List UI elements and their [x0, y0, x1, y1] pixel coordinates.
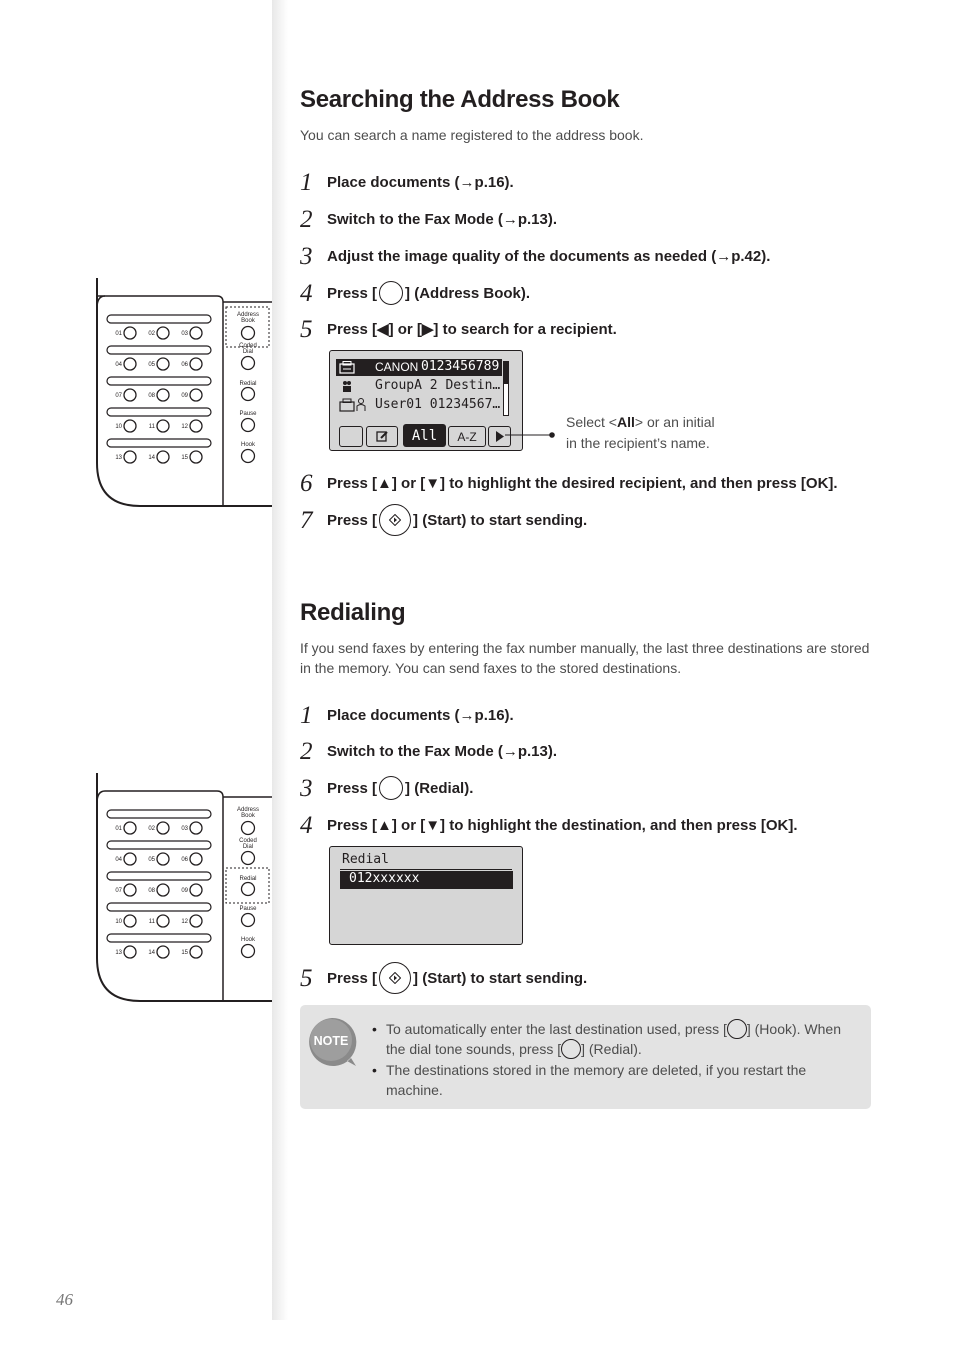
step-1 [300, 167, 514, 197]
label-strip [107, 872, 211, 880]
step-number: 7 [300, 506, 313, 534]
step-7 [300, 505, 587, 535]
right-triangle-icon [495, 431, 504, 442]
redial-button-icon [561, 1039, 581, 1059]
one-touch-key-label: 11 [148, 424, 155, 430]
one-touch-key [190, 884, 202, 896]
step-text: Press [ ] (Address Book). [327, 281, 530, 305]
step-number: 4 [300, 279, 313, 307]
one-touch-key-label: 04 [115, 362, 122, 368]
one-touch-key-label: 07 [115, 888, 122, 894]
step-text: Press [◀] or [▶] to search for a recipient. [327, 321, 617, 338]
step-4 [300, 278, 530, 308]
one-touch-key-label: 13 [115, 455, 122, 461]
address-label: Address [236, 312, 260, 318]
pause-label: Pause [239, 906, 257, 912]
one-touch-key [190, 822, 202, 834]
label-strip [107, 346, 211, 354]
address-label: Address [236, 807, 260, 813]
one-touch-key [190, 327, 202, 339]
step-text: Press [ ] (Start) to start sending. [327, 962, 587, 994]
fax-user-icon [339, 397, 367, 412]
one-touch-key-label: 08 [148, 888, 155, 894]
page-number: 46 [56, 1290, 73, 1309]
note-list [372, 1019, 852, 1101]
one-touch-key [157, 451, 169, 463]
dial-label: Dial [242, 349, 254, 355]
control-panel-illustration-address-book [95, 278, 275, 510]
label-strip [107, 377, 211, 385]
section-intro: If you send faxes by entering the fax number manually, the last three destinations are stored in the memory. You can send faxes to the stored destinations. [300, 640, 870, 676]
step-6 [300, 468, 838, 498]
step-number: 1 [300, 168, 313, 196]
one-touch-key [157, 915, 169, 927]
one-touch-key-label: 06 [181, 362, 188, 368]
control-panel-illustration-redial [95, 773, 275, 1005]
one-touch-key-label: 02 [148, 826, 155, 832]
step-5 [300, 963, 587, 993]
one-touch-key [124, 451, 136, 463]
callout-line [505, 430, 565, 440]
one-touch-key [190, 451, 202, 463]
step-1 [300, 700, 514, 730]
step-number: 6 [300, 469, 313, 497]
note-item: • To automatically enter the last destination used, press [ ] (Hook). When the dial tone sounds, press [ ] (Redial). [372, 1019, 852, 1059]
hook-label: Hook [240, 442, 256, 448]
tab-all[interactable]: All [403, 424, 446, 447]
one-touch-key [124, 389, 136, 401]
start-button-icon [379, 504, 411, 536]
lcd-row-1-number: 0123456789 [421, 359, 500, 374]
one-touch-key [124, 358, 136, 370]
lcd-address-book-screen [329, 350, 523, 451]
step-number: 1 [300, 701, 313, 729]
step-text: Place documents (→p.16). [327, 706, 514, 724]
label-strip [107, 810, 211, 818]
label-strip [107, 315, 211, 323]
book-label: Book [241, 318, 255, 324]
one-touch-key-label: 05 [148, 362, 155, 368]
step-number: 3 [300, 774, 313, 802]
one-touch-key [157, 389, 169, 401]
lcd-redial-screen [329, 846, 523, 945]
one-touch-key [124, 327, 136, 339]
step-2 [300, 204, 557, 234]
one-touch-key [124, 822, 136, 834]
one-touch-key-label: 14 [148, 950, 155, 956]
step-number: 2 [300, 737, 313, 765]
one-touch-key-label: 12 [181, 919, 188, 925]
redial-label: Redial [239, 381, 257, 387]
hook-label: Hook [240, 937, 256, 943]
lcd-redial-item-selected[interactable] [340, 871, 513, 889]
hook-key [242, 945, 255, 958]
redial-label: Redial [239, 876, 257, 882]
group-icon [341, 380, 353, 393]
one-touch-key [190, 420, 202, 432]
step-text: Press [ ] (Redial). [327, 776, 473, 800]
page-gutter-shadow [272, 0, 288, 1320]
section-title-redialing: Redialing [300, 599, 406, 626]
step-5 [300, 314, 617, 344]
one-touch-key-label: 09 [181, 393, 188, 399]
one-touch-key-label: 14 [148, 455, 155, 461]
one-touch-key [157, 822, 169, 834]
step-2 [300, 736, 557, 766]
one-touch-key-label: 01 [115, 826, 122, 832]
one-touch-key-label: 03 [181, 826, 188, 832]
step-text: Press [▲] or [▼] to highlight the desired recipient, and then press [OK]. [327, 474, 838, 492]
note-badge-label: NOTE [313, 1034, 349, 1048]
dial-label: Dial [242, 844, 254, 850]
lcd-row-2: GroupA 2 Destin… [375, 378, 501, 393]
one-touch-key-label: 10 [115, 919, 122, 925]
pause-label: Pause [239, 411, 257, 417]
step-number: 3 [300, 242, 313, 270]
step-text: Adjust the image quality of the documents as needed (→p.42). [327, 247, 771, 265]
callout-text: Select <All> or an initial in the recipient’s name. [566, 414, 715, 451]
note-badge-icon [306, 1016, 358, 1068]
one-touch-key-label: 15 [181, 950, 188, 956]
one-touch-key-label: 13 [115, 950, 122, 956]
redial-key [242, 883, 255, 896]
one-touch-key-label: 05 [148, 857, 155, 863]
one-touch-key [157, 946, 169, 958]
one-touch-key [157, 420, 169, 432]
step-number: 4 [300, 811, 313, 839]
step-text: Place documents (→p.16). [327, 173, 514, 191]
step-text: Press [▲] or [▼] to highlight the destination, and then press [OK]. [327, 816, 798, 834]
one-touch-key [157, 358, 169, 370]
one-touch-key-label: 06 [181, 857, 188, 863]
pause-key [242, 419, 255, 432]
one-touch-key-label: 10 [115, 424, 122, 430]
step-3 [300, 773, 473, 803]
coded-dial-key [242, 357, 255, 370]
step-number: 2 [300, 205, 313, 233]
one-touch-key-label: 11 [148, 919, 155, 925]
one-touch-key-label: 03 [181, 331, 188, 337]
step-3 [300, 241, 770, 271]
fax-icon [339, 361, 355, 374]
label-strip [107, 903, 211, 911]
label-strip [107, 934, 211, 942]
redial-key [242, 388, 255, 401]
one-touch-key [157, 853, 169, 865]
step-number: 5 [300, 315, 313, 343]
step-4 [300, 810, 798, 840]
one-touch-key-label: 15 [181, 455, 188, 461]
note-box [300, 1005, 871, 1109]
note-item: • The destinations stored in the memory are deleted, if you restart the machine. [372, 1060, 852, 1100]
one-touch-key-label: 09 [181, 888, 188, 894]
one-touch-key [157, 884, 169, 896]
address-book-button-icon [379, 281, 403, 305]
coded-dial-key [242, 852, 255, 865]
one-touch-key-label: 12 [181, 424, 188, 430]
redial-button-icon [379, 776, 403, 800]
one-touch-key [124, 915, 136, 927]
one-touch-key-label: 08 [148, 393, 155, 399]
address-book-key [242, 327, 255, 340]
one-touch-key [190, 915, 202, 927]
one-touch-key [157, 327, 169, 339]
step-text: Switch to the Fax Mode (→p.13). [327, 210, 558, 228]
lcd-row-3: User01 01234567… [375, 397, 501, 412]
label-strip [107, 439, 211, 447]
start-button-icon [379, 962, 411, 994]
pause-key [242, 914, 255, 927]
lcd-redial-item: 012xxxxxx [349, 871, 420, 886]
one-touch-key [190, 946, 202, 958]
step-text: Switch to the Fax Mode (→p.13). [327, 742, 558, 760]
lcd-blank-button[interactable] [339, 426, 363, 447]
lcd-row-1-name: CANON [375, 360, 419, 374]
one-touch-key-label: 01 [115, 331, 122, 337]
one-touch-key-label: 07 [115, 393, 122, 399]
section-intro: You can search a name registered to the address book. [300, 127, 644, 143]
lcd-edit-button[interactable] [366, 426, 398, 447]
section-title-address-book: Searching the Address Book [300, 86, 620, 113]
step-text: Press [ ] (Start) to start sending. [327, 504, 587, 536]
step-number: 5 [300, 964, 313, 992]
one-touch-key [190, 853, 202, 865]
coded-label: Coded [239, 838, 257, 844]
edit-icon [376, 430, 389, 443]
one-touch-key [124, 946, 136, 958]
label-strip [107, 841, 211, 849]
one-touch-key [124, 420, 136, 432]
coded-label: Coded [239, 343, 257, 349]
one-touch-key [190, 389, 202, 401]
one-touch-key [190, 358, 202, 370]
address-book-key [242, 822, 255, 835]
label-strip [107, 408, 211, 416]
lcd-redial-title: Redial [342, 852, 389, 867]
hook-key [242, 450, 255, 463]
one-touch-key-label: 02 [148, 331, 155, 337]
one-touch-key-label: 04 [115, 857, 122, 863]
tab-a-z[interactable]: A-Z [448, 426, 486, 447]
hook-button-icon [727, 1019, 747, 1039]
one-touch-key [124, 853, 136, 865]
book-label: Book [241, 813, 255, 819]
one-touch-key [124, 884, 136, 896]
